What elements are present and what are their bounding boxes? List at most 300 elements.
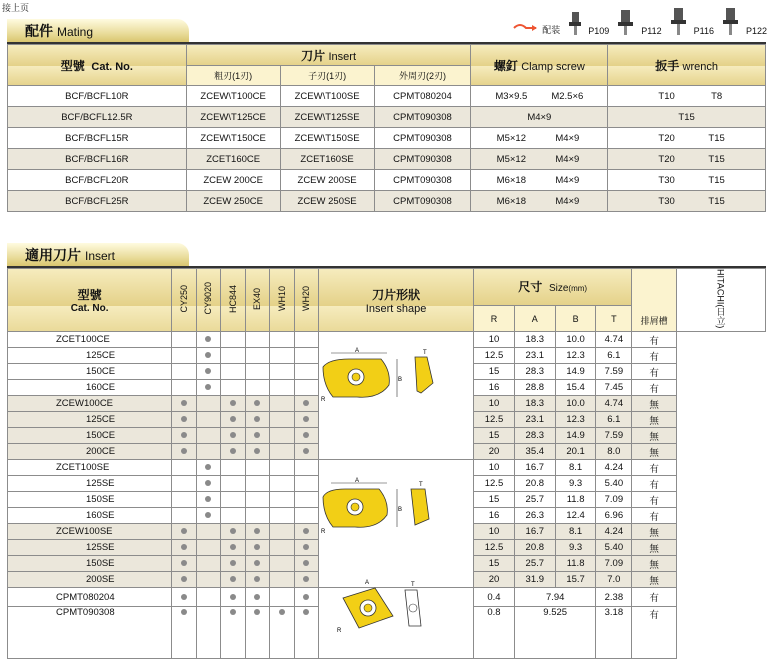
grade-cell [196, 428, 220, 444]
available-dot [254, 576, 260, 582]
mating-screw: M5×12 M4×9 [471, 149, 608, 170]
grade-cell [294, 364, 318, 380]
ce-insert-drawing [319, 345, 459, 403]
dim-r: 0.8 [474, 607, 515, 659]
chip-breaker: 有 [632, 508, 677, 524]
dim-t: 8.0 [596, 444, 632, 460]
se-insert-drawing [319, 475, 459, 533]
available-dot [181, 544, 187, 550]
available-dot [181, 609, 187, 615]
holder-icon [613, 8, 639, 36]
grade-cell [245, 524, 269, 540]
grade-cell [245, 607, 269, 659]
grade-cell [270, 540, 294, 556]
dim-b: 12.3 [555, 412, 596, 428]
available-dot [254, 400, 260, 406]
dim-r: 10 [474, 460, 515, 476]
grade-cell [245, 364, 269, 380]
dim-r-label: R [321, 529, 326, 533]
grade-cell [270, 524, 294, 540]
dim-a: 16.7 [514, 524, 555, 540]
ref-label: P116 [693, 26, 714, 36]
dim-t: 4.74 [596, 396, 632, 412]
chip-breaker: 無 [632, 540, 677, 556]
available-dot [303, 448, 309, 454]
dim-b: 10.0 [555, 332, 596, 348]
dim-a: 25.7 [514, 556, 555, 572]
grade-cell [221, 444, 245, 460]
grade-cell [294, 588, 318, 607]
maker-cell [677, 269, 766, 332]
dim-b-label: B [398, 377, 403, 383]
dim-t: 7.09 [596, 556, 632, 572]
dim-b: 12.3 [555, 348, 596, 364]
grade-wh10: WH10 [270, 269, 294, 332]
chip-breaker: 有 [632, 364, 677, 380]
dim-b: 20.1 [555, 444, 596, 460]
grade-cell [172, 364, 196, 380]
dim-b: 9.3 [555, 540, 596, 556]
arrow-icon [512, 22, 538, 36]
grade-cell [270, 364, 294, 380]
grade-cell [221, 492, 245, 508]
insert-model: 125SE [8, 476, 172, 492]
available-dot [303, 528, 309, 534]
insert-model: 200CE [8, 444, 172, 460]
grade-cell [294, 380, 318, 396]
dim-a: 20.8 [514, 476, 555, 492]
dim-b: 9.3 [555, 476, 596, 492]
available-dot [230, 400, 236, 406]
mating-finish: ZCEW\T100SE [280, 86, 374, 107]
grade-cell [196, 492, 220, 508]
insert-model: 160CE [8, 380, 172, 396]
dim-a: 28.8 [514, 380, 555, 396]
dim-r: 16 [474, 380, 515, 396]
available-dot [230, 594, 236, 600]
dim-a: 26.3 [514, 508, 555, 524]
dim-r: 0.4 [474, 588, 515, 607]
available-dot [181, 448, 187, 454]
reference-holders [512, 6, 767, 36]
available-dot [205, 496, 211, 502]
available-dot [254, 594, 260, 600]
mating-finish: ZCET160SE [280, 149, 374, 170]
grade-cell [294, 508, 318, 524]
grade-cell [196, 460, 220, 476]
grade-cell [245, 540, 269, 556]
dim-a: 25.7 [514, 492, 555, 508]
grade-hc844: HC844 [221, 269, 245, 332]
insert-model: ZCEW100CE [8, 396, 172, 412]
insert-title-en: Insert [85, 249, 116, 263]
dim-b: 12.4 [555, 508, 596, 524]
chip-breaker: 無 [632, 572, 677, 588]
dim-r: 10 [474, 396, 515, 412]
mating-wrench: T30 T15 [608, 191, 766, 212]
ref-label: P122 [745, 26, 767, 36]
grade-cell [172, 492, 196, 508]
dim-a: 23.1 [514, 348, 555, 364]
ref-p116[interactable] [666, 6, 714, 36]
grade-cy250: CY250 [172, 269, 196, 332]
grade-cell [245, 428, 269, 444]
grade-cell [245, 588, 269, 607]
grade-cell [172, 444, 196, 460]
available-dot [254, 528, 260, 534]
dim-a: 28.3 [514, 428, 555, 444]
dim-t: 7.59 [596, 364, 632, 380]
dim-a: 31.9 [514, 572, 555, 588]
chip-breaker: 有 [632, 380, 677, 396]
available-dot [254, 609, 260, 615]
available-dot [205, 384, 211, 390]
dim-b: 8.1 [555, 460, 596, 476]
available-dot [303, 416, 309, 422]
available-dot [303, 544, 309, 550]
insert-model: 150SE [8, 492, 172, 508]
mating-rough: ZCEW\T150CE [186, 128, 280, 149]
mating-h-screw: 螺釘 Clamp screw [471, 45, 608, 86]
dim-t: 3.18 [596, 607, 632, 659]
grade-cell [172, 380, 196, 396]
grade-cell [270, 428, 294, 444]
available-dot [303, 400, 309, 406]
grade-cell [294, 476, 318, 492]
dim-r: 12.5 [474, 476, 515, 492]
grade-cell [245, 476, 269, 492]
grade-cell [294, 492, 318, 508]
dim-ab: 9.525 [514, 607, 596, 659]
chip-breaker: 無 [632, 412, 677, 428]
ref-p112[interactable] [613, 8, 661, 36]
mating-model: BCF/BCFL25R [8, 191, 187, 212]
available-dot [230, 609, 236, 615]
insert-h-b: B [555, 305, 596, 331]
ref-label: P112 [641, 26, 662, 36]
mating-wrench: T15 [608, 107, 766, 128]
available-dot [254, 432, 260, 438]
grade-cell [196, 412, 220, 428]
grade-cell [294, 332, 318, 348]
dim-t: 7.59 [596, 428, 632, 444]
dim-t: 7.0 [596, 572, 632, 588]
grade-cell [196, 364, 220, 380]
holder-icon [718, 6, 744, 36]
dim-r: 20 [474, 444, 515, 460]
grade-cell [294, 540, 318, 556]
holder-icon [564, 10, 586, 36]
grade-cell [270, 476, 294, 492]
chip-breaker: 有 [632, 460, 677, 476]
dim-b: 14.9 [555, 428, 596, 444]
mating-finish: ZCEW 250SE [280, 191, 374, 212]
mating-screw: M4×9 [471, 107, 608, 128]
insert-model: CPMT090308 [8, 607, 172, 659]
grade-cell [172, 556, 196, 572]
grade-cell [270, 607, 294, 659]
grade-cell [196, 332, 220, 348]
grade-cell [270, 332, 294, 348]
mating-outer: CPMT080204 [374, 86, 471, 107]
insert-h-chip: 排屑槽 [632, 269, 677, 332]
dim-t: 6.1 [596, 348, 632, 364]
dim-t: 4.24 [596, 524, 632, 540]
grade-cell [270, 572, 294, 588]
maker-label: HITACHI(日立) [715, 269, 726, 329]
available-dot [205, 464, 211, 470]
dim-a: 18.3 [514, 332, 555, 348]
mating-h-wrench: 扳手 wrench [608, 45, 766, 86]
grade-cell [294, 348, 318, 364]
mating-wrench: T10 T8 [608, 86, 766, 107]
grade-cell [172, 460, 196, 476]
grade-cell [294, 396, 318, 412]
ref-label: P109 [588, 26, 610, 36]
chip-breaker: 有 [632, 476, 677, 492]
mating-table [7, 44, 766, 212]
refs-label: 配装 [542, 25, 561, 35]
grade-cell [221, 428, 245, 444]
grade-cell [221, 460, 245, 476]
grade-cell [172, 508, 196, 524]
grade-cell [294, 444, 318, 460]
grade-cell [294, 428, 318, 444]
dim-r: 15 [474, 428, 515, 444]
mating-rough: ZCET160CE [186, 149, 280, 170]
dim-a: 16.7 [514, 460, 555, 476]
insert-model: 160SE [8, 508, 172, 524]
available-dot [181, 416, 187, 422]
mating-finish: ZCEW 200SE [280, 170, 374, 191]
grade-cell [172, 540, 196, 556]
insert-shape-cpmt [335, 576, 445, 639]
grade-cell [196, 556, 220, 572]
insert-model: 125CE [8, 348, 172, 364]
dim-a: 20.8 [514, 540, 555, 556]
mating-finish: ZCEW\T150SE [280, 128, 374, 149]
dim-b: 8.1 [555, 524, 596, 540]
grade-cell [245, 508, 269, 524]
available-dot [205, 512, 211, 518]
chip-breaker: 無 [632, 428, 677, 444]
available-dot [279, 609, 285, 615]
available-dot [230, 416, 236, 422]
mating-h-finish: 子刃(1刃) [280, 66, 374, 86]
available-dot [181, 576, 187, 582]
dim-r: 15 [474, 556, 515, 572]
mating-wrench: T30 T15 [608, 170, 766, 191]
insert-title-cn: 適用刀片 [25, 247, 81, 263]
dim-t: 5.40 [596, 476, 632, 492]
grade-cell [172, 412, 196, 428]
dim-a-label: A [365, 580, 370, 586]
mating-h-model: 型號 Cat. No. [8, 45, 187, 86]
available-dot [181, 528, 187, 534]
chip-breaker: 有 [632, 492, 677, 508]
ref-p109[interactable] [564, 10, 609, 36]
grade-cell [294, 607, 318, 659]
grade-cell [270, 396, 294, 412]
grade-cell [172, 396, 196, 412]
available-dot [254, 544, 260, 550]
insert-shape-ce [319, 345, 459, 408]
grade-cell [172, 476, 196, 492]
grade-cell [245, 380, 269, 396]
mating-outer: CPMT090308 [374, 128, 471, 149]
insert-row [8, 460, 766, 476]
mating-model: BCF/BCFL20R [8, 170, 187, 191]
grade-cell [196, 396, 220, 412]
dim-t: 5.40 [596, 540, 632, 556]
mating-outer: CPMT090308 [374, 149, 471, 170]
grade-cell [221, 508, 245, 524]
available-dot [303, 432, 309, 438]
grade-cell [294, 556, 318, 572]
grade-cell [245, 396, 269, 412]
grade-cell [221, 607, 245, 659]
dim-t: 2.38 [596, 588, 632, 607]
grade-cell [221, 332, 245, 348]
mating-model: BCF/BCFL12.5R [8, 107, 187, 128]
grade-cell [221, 540, 245, 556]
mating-screw: M6×18 M4×9 [471, 170, 608, 191]
grade-cell [245, 348, 269, 364]
mating-title-cn: 配件 [25, 23, 53, 39]
chip-breaker: 無 [632, 524, 677, 540]
mating-title-en: Mating [57, 25, 94, 39]
grade-cell [245, 460, 269, 476]
grade-cell [196, 380, 220, 396]
available-dot [230, 544, 236, 550]
available-dot [303, 576, 309, 582]
mating-screw: M5×12 M4×9 [471, 128, 608, 149]
available-dot [181, 400, 187, 406]
mating-wrench: T20 T15 [608, 149, 766, 170]
mating-row [8, 149, 766, 170]
grade-cell [270, 444, 294, 460]
grade-cell [196, 540, 220, 556]
mating-rough: ZCEW\T125CE [186, 107, 280, 128]
insert-h-shape: 刀片形狀 Insert shape [319, 269, 474, 332]
dim-b: 11.8 [555, 492, 596, 508]
insert-h-r: R [474, 305, 515, 331]
insert-model: CPMT080204 [8, 588, 172, 607]
grade-cell [196, 524, 220, 540]
dim-t-label: T [411, 582, 415, 588]
chip-breaker: 無 [632, 396, 677, 412]
grade-cell [196, 476, 220, 492]
mating-row [8, 107, 766, 128]
dim-a: 18.3 [514, 396, 555, 412]
insert-model: 200SE [8, 572, 172, 588]
grade-cell [270, 380, 294, 396]
chip-breaker: 無 [632, 556, 677, 572]
grade-cell [196, 508, 220, 524]
available-dot [181, 432, 187, 438]
grade-cell [294, 460, 318, 476]
grade-cell [196, 444, 220, 460]
insert-h-model: 型號 Cat. No. [8, 269, 172, 332]
grade-cell [172, 428, 196, 444]
chip-breaker: 有 [632, 332, 677, 348]
dim-r-label: R [321, 397, 326, 403]
insert-model: ZCET100SE [8, 460, 172, 476]
mating-rough: ZCEW 250CE [186, 191, 280, 212]
dim-a-label: A [355, 348, 360, 354]
chip-breaker: 有 [632, 588, 677, 607]
grade-cy9020: CY9020 [196, 269, 220, 332]
dim-t: 4.74 [596, 332, 632, 348]
grade-cell [270, 508, 294, 524]
dim-r: 12.5 [474, 540, 515, 556]
available-dot [205, 336, 211, 342]
grade-cell [270, 460, 294, 476]
grade-cell [221, 348, 245, 364]
insert-model: 150SE [8, 556, 172, 572]
grade-cell [196, 348, 220, 364]
mating-wrench: T20 T15 [608, 128, 766, 149]
continued-label: 接上页 [2, 3, 30, 13]
mating-h-outer: 外周刃(2刃) [374, 66, 471, 86]
dim-r: 15 [474, 492, 515, 508]
available-dot [205, 368, 211, 374]
grade-cell [294, 524, 318, 540]
grade-cell [221, 556, 245, 572]
grade-cell [196, 607, 220, 659]
grade-cell [270, 556, 294, 572]
dim-r: 20 [474, 572, 515, 588]
dim-t: 6.96 [596, 508, 632, 524]
dim-t: 4.24 [596, 460, 632, 476]
dim-t-label: T [419, 482, 423, 488]
grade-cell [221, 572, 245, 588]
insert-model: 125CE [8, 412, 172, 428]
ref-p122[interactable] [718, 6, 767, 36]
available-dot [230, 528, 236, 534]
mating-rough: ZCEW 200CE [186, 170, 280, 191]
chip-breaker: 有 [632, 348, 677, 364]
grade-cell [221, 396, 245, 412]
mating-outer: CPMT090308 [374, 107, 471, 128]
dim-a: 23.1 [514, 412, 555, 428]
insert-h-a: A [514, 305, 555, 331]
available-dot [205, 480, 211, 486]
mating-screw: M3×9.5 M2.5×6 [471, 86, 608, 107]
available-dot [303, 594, 309, 600]
insert-model: ZCET100CE [8, 332, 172, 348]
grade-cell [221, 524, 245, 540]
available-dot [254, 560, 260, 566]
mating-row [8, 191, 766, 212]
dim-a: 28.3 [514, 364, 555, 380]
grade-cell [221, 364, 245, 380]
grade-cell [221, 380, 245, 396]
grade-cell [245, 412, 269, 428]
available-dot [205, 352, 211, 358]
grade-cell [245, 492, 269, 508]
dim-r-label: R [337, 628, 342, 634]
dim-b: 11.8 [555, 556, 596, 572]
available-dot [254, 416, 260, 422]
grade-cell [270, 348, 294, 364]
mating-rough: ZCEW\T100CE [186, 86, 280, 107]
grade-cell [172, 348, 196, 364]
grade-cell [294, 412, 318, 428]
dim-b: 15.4 [555, 380, 596, 396]
dim-r: 16 [474, 508, 515, 524]
insert-model: 125SE [8, 540, 172, 556]
